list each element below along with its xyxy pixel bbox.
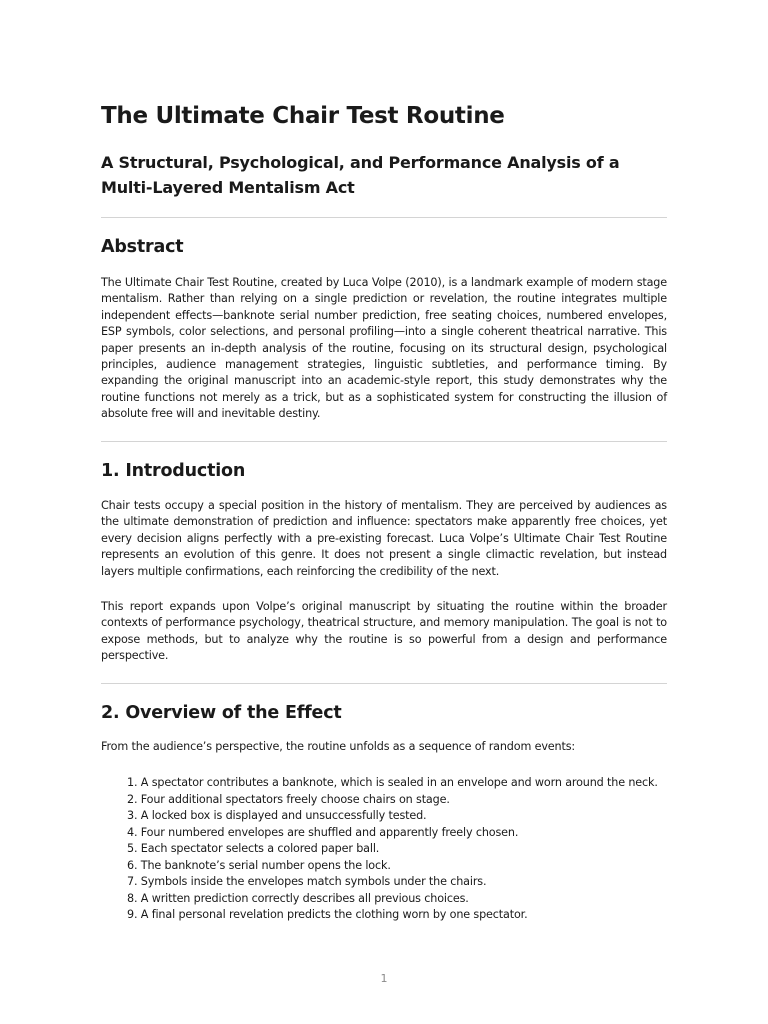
introduction-paragraph-2: This report expands upon Volpe’s original manuscript by situating the routine within the broader contexts of performance psychology, theatrical structure, and memory manipulation. The goal is not to expose methods, but to analyze why the routine is so powerful from a design and performance perspective. <box>101 600 667 663</box>
abstract-heading: Abstract <box>101 237 184 257</box>
abstract-text: The Ultimate Chair Test Routine, created by Luca Volpe (2010), is a landmark example of modern stage mentalism. Rather than relying on a single prediction or revelation, the routine integrates multiple independent effects—banknote serial number prediction, free seating choices, numbered envelopes, ESP symbols, color selections, and personal profiling—into a single coherent theatrical narrative. This paper presents an in-depth analysis of the routine, focusing on its structural design, psychological principles, audience management strategies, linguistic subtleties, and performance timing. By expanding the original manuscript into an academic-style report, this study demonstrates why the routine functions not merely as a trick, but as a sophisticated system for constructing the illusion of absolute free will and inevitable destiny. <box>101 276 667 421</box>
overview-intro: From the audience’s perspective, the routine unfolds as a sequence of random events: <box>101 740 576 753</box>
divider <box>101 683 667 684</box>
divider <box>101 441 667 442</box>
effect-sequence-list <box>127 775 658 924</box>
list-item: 5. Each spectator selects a colored paper ball. <box>127 842 380 855</box>
introduction-heading: 1. Introduction <box>101 461 246 481</box>
list-item: 6. The banknote’s serial number opens the lock. <box>127 858 391 872</box>
document-subtitle: A Structural, Psychological, and Performance Analysis of a Multi-Layered Mentalism Act <box>101 153 620 197</box>
divider <box>101 217 667 218</box>
list-item: 3. A locked box is displayed and unsuccessfully tested. <box>127 809 427 822</box>
introduction-paragraph-1: Chair tests occupy a special position in the history of mentalism. They are perceived by audiences as the ultimate demonstration of prediction and influence: spectators make apparently free choices, yet every decision aligns perfectly with a pre-existing forecast. Luca Volpe’s Ultimate Chair Test Routine represents an evolution of this genre. It does not present a single climactic revelation, but instead layers multiple confirmations, each reinforcing the credibility of the next. <box>101 499 667 578</box>
overview-heading: 2. Overview of the Effect <box>101 703 342 723</box>
list-item: 7. Symbols inside the envelopes match symbols under the chairs. <box>127 875 487 888</box>
document-title: The Ultimate Chair Test Routine <box>101 103 505 129</box>
page-number: 1 <box>380 972 388 985</box>
list-item: 9. A final personal revelation predicts the clothing worn by one spectator. <box>127 908 528 921</box>
list-item: 4. Four numbered envelopes are shuffled and apparently freely chosen. <box>127 825 519 839</box>
list-item: 1. A spectator contributes a banknote, which is sealed in an envelope and worn around the neck. <box>127 776 658 789</box>
list-item: 8. A written prediction correctly describes all previous choices. <box>127 891 469 905</box>
list-item: 2. Four additional spectators freely choose chairs on stage. <box>127 792 450 806</box>
